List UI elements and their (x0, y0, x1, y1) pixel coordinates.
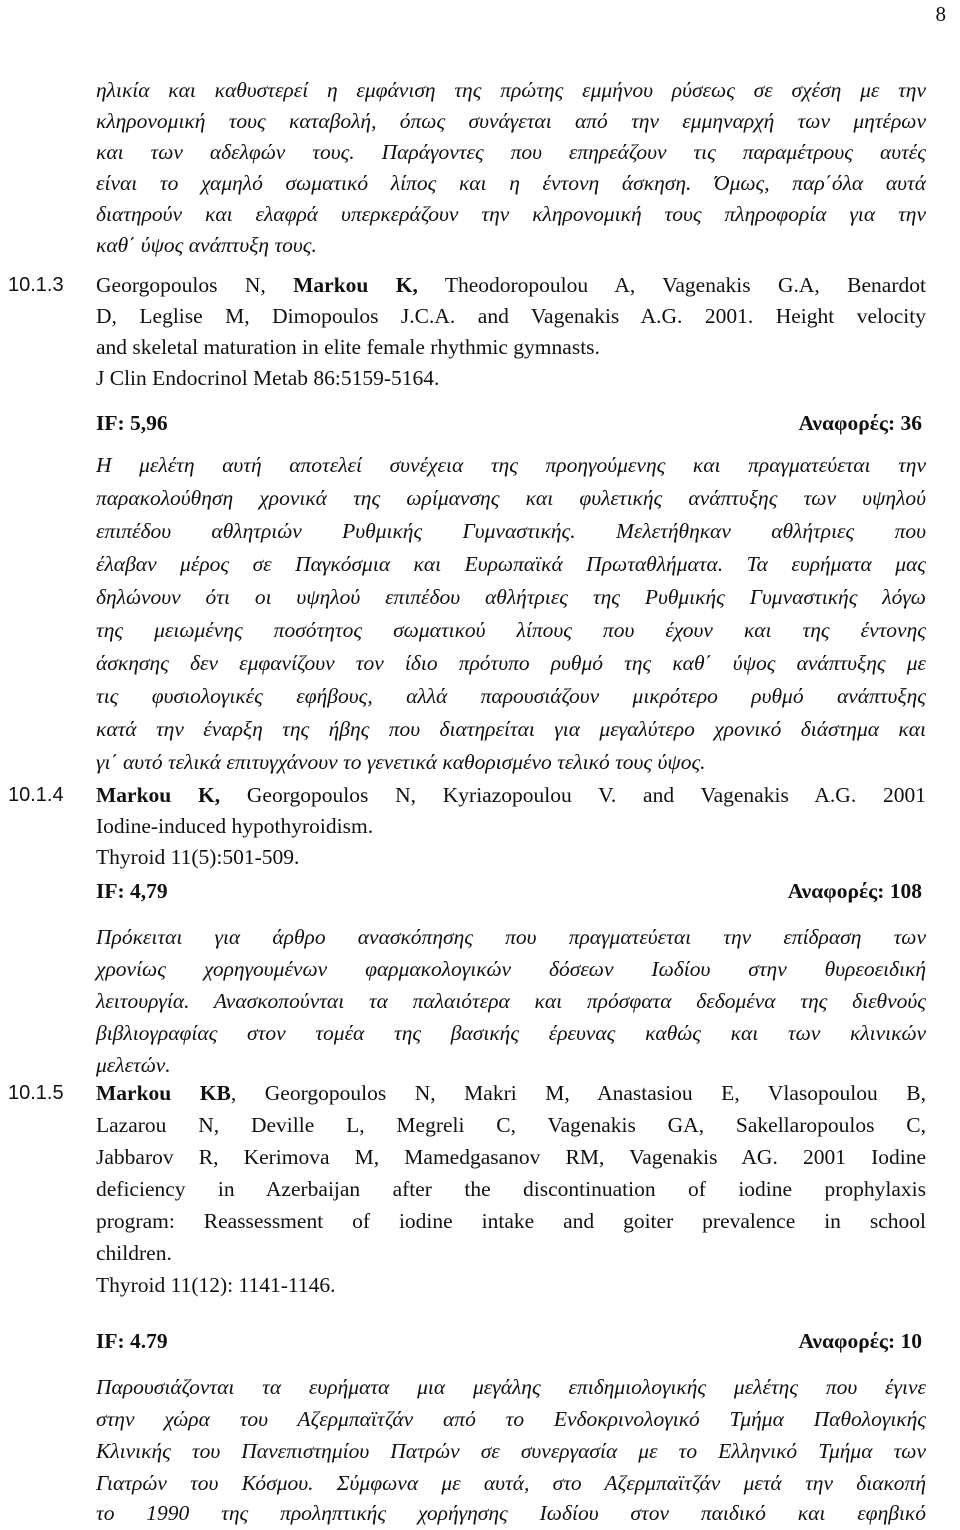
summary-line: τις φυσιολογικές εφήβους, αλλά παρουσιάζουν μικρότερο ρυθμό ανάπτυξης (96, 684, 926, 708)
ref-author-bold: Markou K, (293, 273, 418, 297)
ref-text: Georgopoulos N, Kyriazopoulou V. and Vagenakis A.G. 2001 (220, 783, 926, 807)
summary-line: δηλώνουν ότι οι υψηλού επιπέδου αθλήτριες της Ρυθμικής Γυμναστικής λόγω (96, 585, 926, 609)
entry-number: 10.1.5 (8, 1082, 64, 1104)
impact-row (96, 1326, 922, 1357)
reference-line: Lazarou N, Deville L, Megreli C, Vagenakis GA, Sakellaropoulos C, (96, 1113, 926, 1137)
summary-line: Πρόκειται για άρθρο ανασκόπησης που πραγματεύεται την επίδραση των (96, 925, 926, 949)
ref-author-bold: Markou K, (96, 783, 221, 807)
reference-line: Iodine-induced hypothyroidism. (96, 814, 374, 838)
impact-factor: IF: 4.79 (96, 1329, 168, 1353)
ref-text: , Georgopoulos N, Makri M, Anastasiou E, Vlasopoulou B, (230, 1081, 926, 1105)
intro-line: και των αδελφών τους. Παράγοντες που επηρεάζουν τις παραμέτρους αυτές (96, 140, 926, 164)
summary-line: κατά την έναρξη της ήβης που διατηρείται για μεγαλύτερο χρονικό διάστημα και (96, 717, 926, 741)
summary-line: Γιατρών του Κόσμου. Σύμφωνα με αυτά, στο Αζερμπαϊτζάν μετά την διακοπή (96, 1471, 926, 1495)
impact-factor: IF: 5,96 (96, 411, 168, 435)
summary-line: της μειωμένης ποσότητος σωματικού λίπους που έχουν και της έντονης (96, 618, 926, 642)
intro-line: καθ΄ ύψος ανάπτυξη τους. (96, 233, 317, 257)
summary-line: έλαβαν μέρος σε Παγκόσμια και Ευρωπαϊκά Πρωταθλήματα. Τα ευρήματα μας (96, 552, 926, 576)
reference-line: Thyroid 11(5):501-509. (96, 845, 300, 869)
summary-line: μελετών. (96, 1053, 171, 1077)
impact-factor: IF: 4,79 (96, 879, 168, 903)
citations-count: Αναφορές: 36 (798, 411, 922, 435)
entry-number: 10.1.4 (8, 784, 64, 806)
reference-line (96, 270, 926, 301)
summary-line: στην χώρα του Αζερμπαϊτζάν από το Ενδοκρινολογικό Τμήμα Παθολογικής (96, 1407, 926, 1431)
intro-line: κληρονομική τους καταβολή, όπως συνάγεται από την εμμηναρχή των μητέρων (96, 109, 926, 133)
summary-line: Παρουσιάζονται τα ευρήματα μια μεγάλης επιδημιολογικής μελέτης που έγινε (96, 1375, 926, 1399)
summary-line: Η μελέτη αυτή αποτελεί συνέχεια της προηγούμενης και πραγματεύεται την (96, 453, 926, 477)
intro-line: διατηρούν και ελαφρά υπερκεράζουν την κληρονομική τους πληροφορία για την (96, 202, 926, 226)
summary-line: επιπέδου αθλητριών Ρυθμικής Γυμναστικής. Μελετήθηκαν αθλήτριες που (96, 519, 926, 543)
citations-count: Αναφορές: 108 (787, 879, 922, 903)
reference-line: deficiency in Azerbaijan after the discontinuation of iodine prophylaxis (96, 1177, 926, 1201)
ref-text: Theodoropoulou A, Vagenakis G.A, Benardot (417, 273, 926, 297)
reference-line (96, 1078, 926, 1109)
citations-count: Αναφορές: 10 (798, 1329, 922, 1353)
reference-line: children. (96, 1241, 172, 1265)
summary-line: το 1990 της προληπτικής χορήγησης Ιωδίου στον παιδικό και εφηβικό (96, 1501, 926, 1525)
page-number: 8 (935, 2, 946, 26)
ref-author-bold: Markou KB (96, 1081, 231, 1105)
reference-line (96, 780, 926, 811)
intro-line: είναι το χαμηλό σωματικό λίπος και η έντονη άσκηση. Όμως, παρ΄όλα αυτά (96, 171, 926, 195)
summary-line: άσκησης δεν εμφανίζουν τον ίδιο πρότυπο ρυθμό της καθ΄ ύψος ανάπτυξης με (96, 651, 926, 675)
reference-line: D, Leglise M, Dimopoulos J.C.A. and Vagenakis A.G. 2001. Height velocity (96, 304, 926, 328)
reference-line: and skeletal maturation in elite female rhythmic gymnasts. (96, 335, 600, 359)
reference-line: J Clin Endocrinol Metab 86:5159-5164. (96, 366, 440, 390)
reference-line: program: Reassessment of iodine intake and goiter prevalence in school (96, 1209, 926, 1233)
summary-line: χρονίως χορηγουμένων φαρμακολογικών δόσεων Ιωδίου στην θυρεοειδική (96, 957, 926, 981)
summary-line: λειτουργία. Ανασκοπούνται τα παλαιότερα και πρόσφατα δεδομένα της διεθνούς (96, 989, 926, 1013)
summary-line: παρακολούθηση χρονικά της ωρίμανσης και φυλετικής ανάπτυξης των υψηλού (96, 486, 926, 510)
intro-line: ηλικία και καθυστερεί η εμφάνιση της πρώτης εμμήνου ρύσεως σε σχέση με την (96, 78, 926, 102)
reference-line: Jabbarov R, Kerimova M, Mamedgasanov RM, Vagenakis AG. 2001 Iodine (96, 1145, 926, 1169)
ref-text: Georgopoulos N, (96, 273, 294, 297)
entry-number: 10.1.3 (8, 274, 64, 296)
summary-line: γι΄ αυτό τελικά επιτυγχάνουν το γενετικά καθορισμένο τελικό τους ύψος. (96, 750, 706, 774)
summary-line: Κλινικής του Πανεπιστημίου Πατρών σε συνεργασία με το Ελληνικό Τμήμα των (96, 1439, 926, 1463)
impact-row (96, 408, 922, 439)
summary-line: βιβλιογραφίας στον τομέα της βασικής έρευνας καθώς και των κλινικών (96, 1021, 926, 1045)
reference-line: Thyroid 11(12): 1141-1146. (96, 1273, 336, 1297)
impact-row (96, 876, 922, 907)
